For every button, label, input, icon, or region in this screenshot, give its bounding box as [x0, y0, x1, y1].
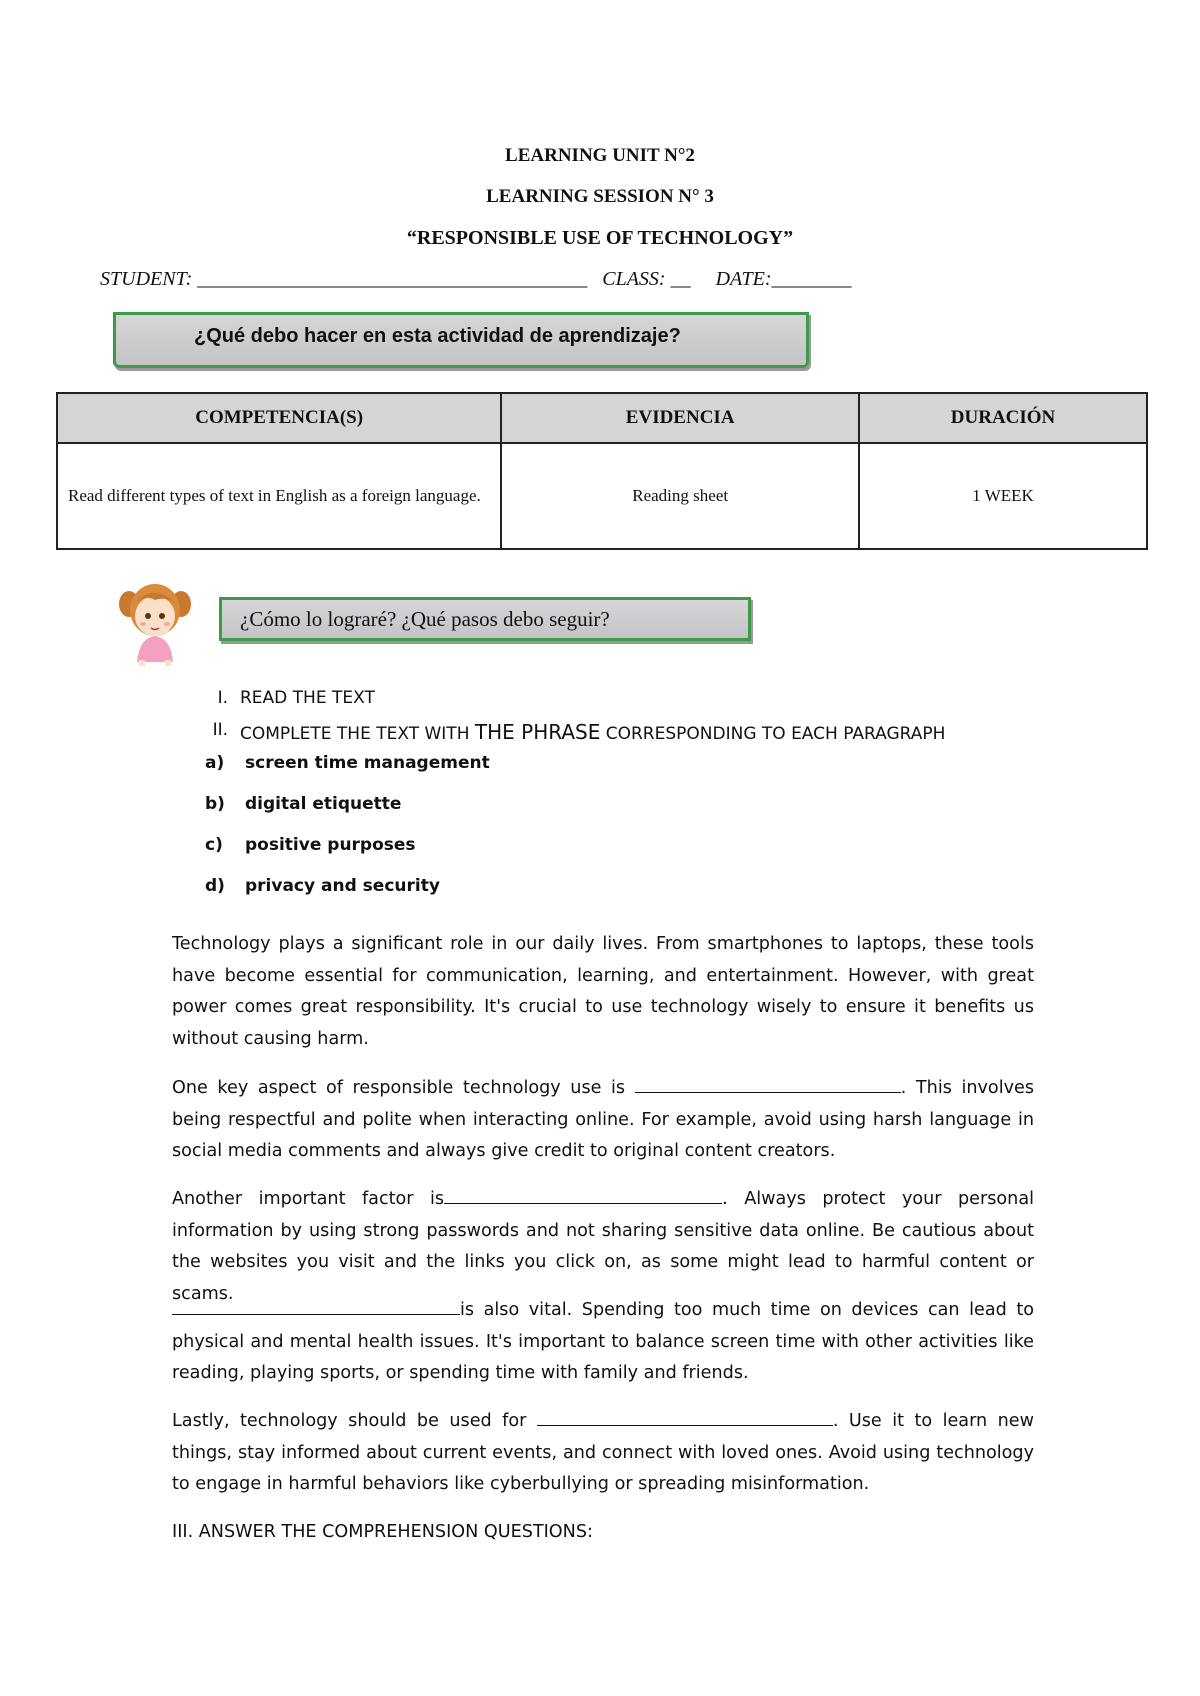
table-header-row: [57, 393, 1147, 443]
option-label: c): [205, 835, 223, 855]
paragraph-text: Another important factor is: [172, 1189, 445, 1209]
activity-banner-text: ¿Qué debo hacer en esta actividad de aprendizaje?: [194, 325, 681, 347]
step-text-part: COMPLETE THE TEXT WITH: [240, 724, 475, 744]
fill-blank-2[interactable]: [444, 1185, 722, 1204]
paragraph-privacy: [172, 1184, 1034, 1310]
option-label: b): [205, 794, 225, 814]
step-2: [188, 720, 1088, 746]
list-item: [205, 753, 490, 773]
list-item: [205, 794, 401, 814]
paragraph-text: Lastly, technology should be used for: [172, 1411, 537, 1431]
paragraph-text: . Always protect your personal information by using strong passwords and not sharing sensitive data online. Be cautious about the websites you visit and the links you click on, as some might lead to harmful content or scams.: [172, 1189, 1034, 1304]
step-number: I.: [217, 688, 228, 708]
option-text: digital etiquette: [245, 794, 402, 814]
section-3-heading: III. ANSWER THE COMPREHENSION QUESTIONS:: [172, 1522, 593, 1542]
student-info-line[interactable]: STUDENT: _______________________________________ CLASS: __ DATE:________: [100, 268, 852, 290]
paragraph-screen-time: [172, 1295, 1034, 1390]
paragraph-etiquette: [172, 1073, 1034, 1168]
paragraph-text: One key aspect of responsible technology use is: [172, 1078, 635, 1098]
steps-banner-text: ¿Cómo lo lograré? ¿Qué pasos debo seguir?: [240, 607, 610, 631]
paragraph-intro: Technology plays a significant role in our daily lives. From smartphones to laptops, these tools have become essential for communication, learning, and entertainment. However, with great power comes great responsibility. It's crucial to use technology wisely to ensure it benefits us without causing harm.: [172, 934, 1034, 1049]
table-row: [57, 443, 1147, 549]
cell-competencia: Read different types of text in English as a foreign language.: [57, 443, 501, 549]
option-label: d): [205, 876, 225, 896]
step-text-emphasis: THE PHRASE: [474, 720, 601, 744]
steps-banner: [219, 597, 751, 641]
competency-table: [56, 392, 1148, 550]
option-label: a): [205, 753, 225, 773]
cell-duracion: 1 WEEK: [859, 443, 1147, 549]
paragraph-text: is also vital. Spending too much time on devices can lead to physical and mental health issues. It's important to balance screen time with other activities like reading, playing sports, or spending time with family and friends.: [172, 1300, 1034, 1383]
step-text: [240, 720, 945, 744]
step-number: II.: [212, 720, 228, 740]
girl-thinking-icon: [115, 574, 195, 666]
step-text: READ THE TEXT: [240, 688, 375, 708]
paragraph-positive: [172, 1406, 1034, 1501]
activity-banner: [113, 312, 809, 368]
option-text: screen time management: [245, 753, 490, 773]
cell-evidencia: Reading sheet: [501, 443, 859, 549]
paragraph-text: . Use it to learn new things, stay informed about current events, and connect with loved ones. Avoid using technology to engage in harmful behaviors like cyberbullying or spreading misinformation.: [172, 1411, 1034, 1494]
document-title: “RESPONSIBLE USE OF TECHNOLOGY”: [406, 227, 794, 249]
list-item: [205, 835, 416, 855]
header-evidencia: EVIDENCIA: [501, 393, 859, 443]
option-text: positive purposes: [245, 835, 416, 855]
option-text: privacy and security: [245, 876, 440, 896]
header-competencia: COMPETENCIA(S): [57, 393, 501, 443]
session-title: LEARNING SESSION N° 3: [486, 186, 714, 207]
fill-blank-3[interactable]: [172, 1296, 460, 1315]
fill-blank-4[interactable]: [537, 1407, 833, 1426]
paragraph-text: . This involves being respectful and polite when interacting online. For example, avoid using harsh language in social media comments and always give credit to original content creators.: [172, 1078, 1034, 1161]
step-1: [188, 688, 1088, 712]
unit-title: LEARNING UNIT N°2: [505, 145, 695, 166]
list-item: [205, 876, 440, 896]
fill-blank-1[interactable]: [635, 1074, 901, 1093]
header-duracion: DURACIÓN: [859, 393, 1147, 443]
step-text-part: CORRESPONDING TO EACH PARAGRAPH: [600, 724, 946, 744]
